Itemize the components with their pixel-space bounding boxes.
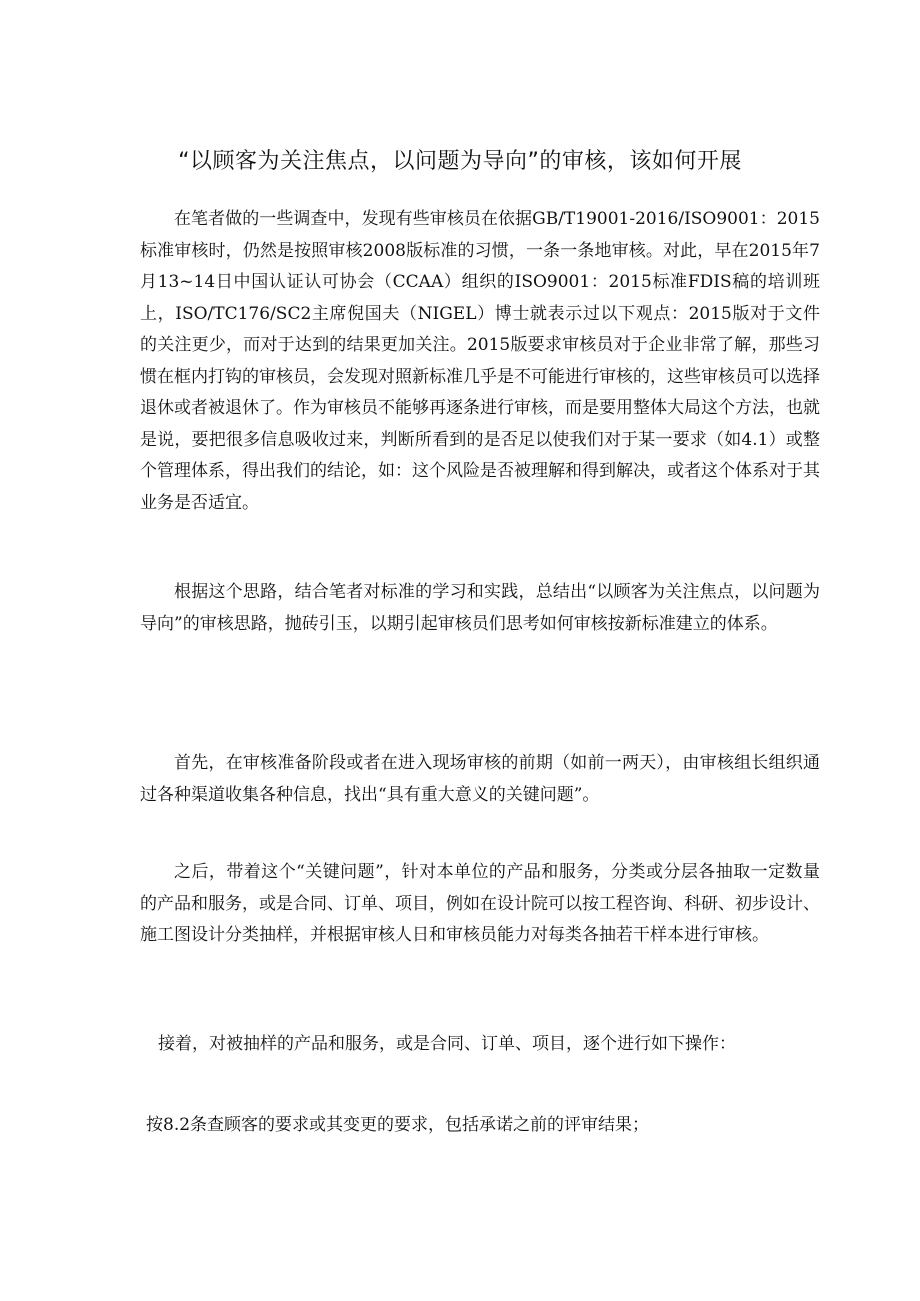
- paragraph-sampling: 之后，带着这个“关键问题”，针对本单位的产品和服务，分类或分层各抽取一定数量的产品和服务，或是合同、订单、项目，例如在设计院可以按工程咨询、科研、初步设计、施工图设计分类抽样，并根据审核人日和审核员能力对每类各抽若干样本进行审核。: [140, 862, 820, 945]
- paragraph-intro: 在笔者做的一些调查中，发现有些审核员在依据GB/T19001-2016/ISO9001：2015标准审核时，仍然是按照审核2008版标准的习惯，一条一条地审核。对此，早在2015年7月13~14日中国认证认可协会（CCAA）组织的ISO9001：2015标准FDIS稿的培训班上，ISO/TC176/SC2主席倪国夫（NIGEL）博士就表示过以下观点：2015版对于文件的关注更少，而对于达到的结果更加关注。2015版要求审核员对于企业非常了解，那些习惯在框内打钩的审核员，会发现对照新标准几乎是不可能进行审核的，这些审核员可以选择退休或者被退休了。作为审核员不能够再逐条进行审核，而是要用整体大局这个方法，也就是说，要把很多信息吸收过来，判断所看到的是否足以使我们对于某一要求（如4.1）或整个管理体系，得出我们的结论，如：这个风险是否被理解和得到解决，或者这个体系对于其业务是否适宜。: [140, 209, 820, 513]
- document-title: “以顾客为关注焦点，以问题为导向”的审核，该如何开展: [178, 149, 742, 174]
- paragraph-first-step: 首先，在审核准备阶段或者在进入现场审核的前期（如前一两天），由审核组长组织通过各种渠道收集各种信息，找出“具有重大意义的关键问题”。: [140, 753, 820, 805]
- paragraph-next-step: 接着，对被抽样的产品和服务，或是合同、订单、项目，逐个进行如下操作：: [158, 1034, 736, 1054]
- paragraph-clause-8-2: 按8.2条查顾客的要求或其变更的要求，包括承诺之前的评审结果；: [146, 1115, 650, 1135]
- paragraph-approach: 根据这个思路，结合笔者对标准的学习和实践，总结出“以顾客为关注焦点，以问题为导向”的审核思路，抛砖引玉，以期引起审核员们思考如何审核按新标准建立的体系。: [140, 582, 820, 634]
